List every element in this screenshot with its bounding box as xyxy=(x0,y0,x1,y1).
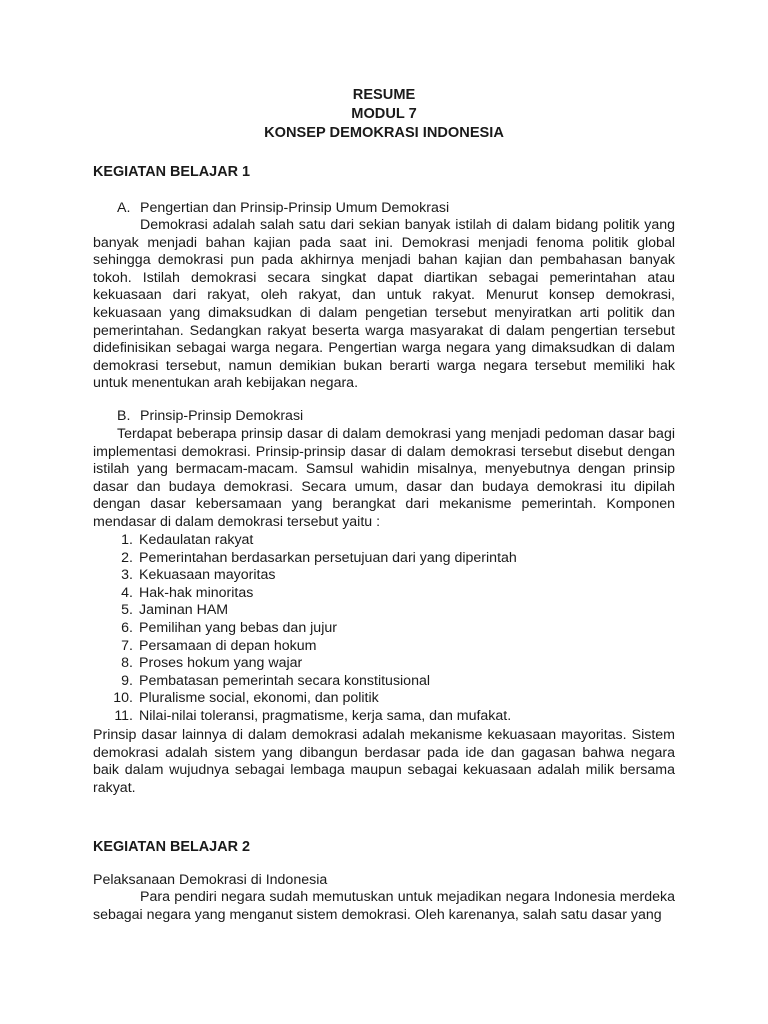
section1-paragraph-b: Terdapat beberapa prinsip dasar di dalam demokrasi yang menjadi pedoman dasar bagi implementasi demokrasi. Prinsip-prinsip dasar di dalam demokrasi tersebut disebut dengan istilah yang bermacam-macam. Samsul wahidin misalnya, menyebutnya dengan prinsip dasar dan budaya demokrasi. Secara umum, dasar dan budaya demokrasi itu dipilah dengan dasar kebersamaan yang berangkat dari mekanisme pemerintah. Komponen mendasar di dalam demokrasi tersebut yaitu : xyxy=(93,426,675,530)
principle-item-number: 8. xyxy=(121,655,133,672)
principle-item-text: Pemerintahan berdasarkan persetujuan dari yang diperintah xyxy=(139,549,517,566)
subheading-b-title: Prinsip-Prinsip Demokrasi xyxy=(140,408,304,424)
subheading-b-letter: B. xyxy=(117,408,131,424)
principle-item xyxy=(93,602,675,620)
principle-item-text: Hak-hak minoritas xyxy=(139,584,254,601)
principle-item-number: 2. xyxy=(121,549,133,566)
subheading-a-letter: A. xyxy=(117,200,131,216)
principle-item xyxy=(93,690,675,708)
principle-item-number: 6. xyxy=(121,619,133,636)
section2-subtitle: Pelaksanaan Demokrasi di Indonesia xyxy=(93,872,328,888)
principle-item xyxy=(93,655,675,673)
principle-item xyxy=(93,532,675,550)
principle-item-text: Pembatasan pemerintah secara konstitusional xyxy=(139,672,431,689)
principle-item-text: Kedaulatan rakyat xyxy=(139,532,254,548)
principle-item-number: 11. xyxy=(114,707,133,724)
title-line-topic: KONSEP DEMOKRASI INDONESIA xyxy=(264,125,504,141)
principle-item-number: 1. xyxy=(121,532,133,548)
principle-item-number: 10. xyxy=(113,690,133,707)
section1-heading: KEGIATAN BELAJAR 1 xyxy=(93,164,250,180)
principle-item-text: Persamaan di depan hokum xyxy=(139,637,317,654)
principle-item-number: 9. xyxy=(121,672,133,689)
subheading-a-title: Pengertian dan Prinsip-Prinsip Umum Demokrasi xyxy=(140,200,450,216)
principle-item-text: Proses hokum yang wajar xyxy=(139,655,303,672)
principle-item xyxy=(93,638,675,656)
title-line-resume: RESUME xyxy=(352,87,416,103)
principle-item xyxy=(93,550,675,568)
section2-paragraph: Para pendiri negara sudah memutuskan untuk mejadikan negara Indonesia merdeka sebagai negara yang menganut sistem demokrasi. Oleh karenanya, salah satu dasar yang xyxy=(93,889,675,923)
principles-list xyxy=(93,532,675,726)
principle-item xyxy=(93,708,675,726)
title-line-modul: MODUL 7 xyxy=(351,106,417,122)
section1-subheading-b xyxy=(93,408,699,426)
principle-item xyxy=(93,585,675,603)
principle-item-text: Jaminan HAM xyxy=(139,602,229,619)
principle-item-text: Kekuasaan mayoritas xyxy=(139,567,276,584)
section1-closing-paragraph: Prinsip dasar lainnya di dalam demokrasi adalah mekanisme kekuasaan mayoritas. Sistem demokrasi adalah sistem yang dibangun berdasar pada ide dan gagasan bahwa negara baik dalam wujudnya sebagai lembaga maupun sebagai kekuasaan adalah milik bersama rakyat. xyxy=(93,727,675,796)
section2-heading: KEGIATAN BELAJAR 2 xyxy=(93,839,250,855)
principle-item xyxy=(93,567,675,585)
principle-item-number: 7. xyxy=(121,637,133,654)
principle-item-number: 3. xyxy=(121,567,133,584)
principle-item xyxy=(93,620,675,638)
principle-item-text: Pluralisme social, ekonomi, dan politik xyxy=(139,690,379,707)
principle-item-text: Pemilihan yang bebas dan jujur xyxy=(139,619,337,636)
document-title xyxy=(0,86,768,143)
principle-item-number: 4. xyxy=(121,584,133,601)
principles-list-container xyxy=(93,532,675,726)
principle-item xyxy=(93,673,675,691)
section1-paragraph-a: Demokrasi adalah salah satu dari sekian banyak istilah di dalam bidang politik yang banyak menjadi bahan kajian pada saat ini. Demokrasi menjadi fenoma politik global sehingga demokrasi pun pada akhirnya menjadi bahan kajian dan pembahasan banyak tokoh. Istilah demokrasi secara singkat dapat diartikan sebagai pemerintahan atau kekuasaan dari rakyat, oleh rakyat, dan untuk rakyat. Menurut konsep demokrasi, kekuasaan yang dimaksudkan di dalam pengetian tersebut menyiratkan arti politik dan pemerintahan. Sedangkan rakyat beserta warga masyarakat di dalam pengertian tersebut didefinisikan sebagai warga negara. Pengertian warga negara yang dimaksudkan di dalam demokrasi tersebut, namun demikian bukan berarti warga negara tersebut memiliki hak untuk menentukan arah kebijakan negara. xyxy=(93,217,675,392)
section1-subheading-a xyxy=(93,200,699,218)
principle-item-number: 5. xyxy=(121,602,133,619)
principle-item-text: Nilai-nilai toleransi, pragmatisme, kerja sama, dan mufakat. xyxy=(139,707,512,724)
